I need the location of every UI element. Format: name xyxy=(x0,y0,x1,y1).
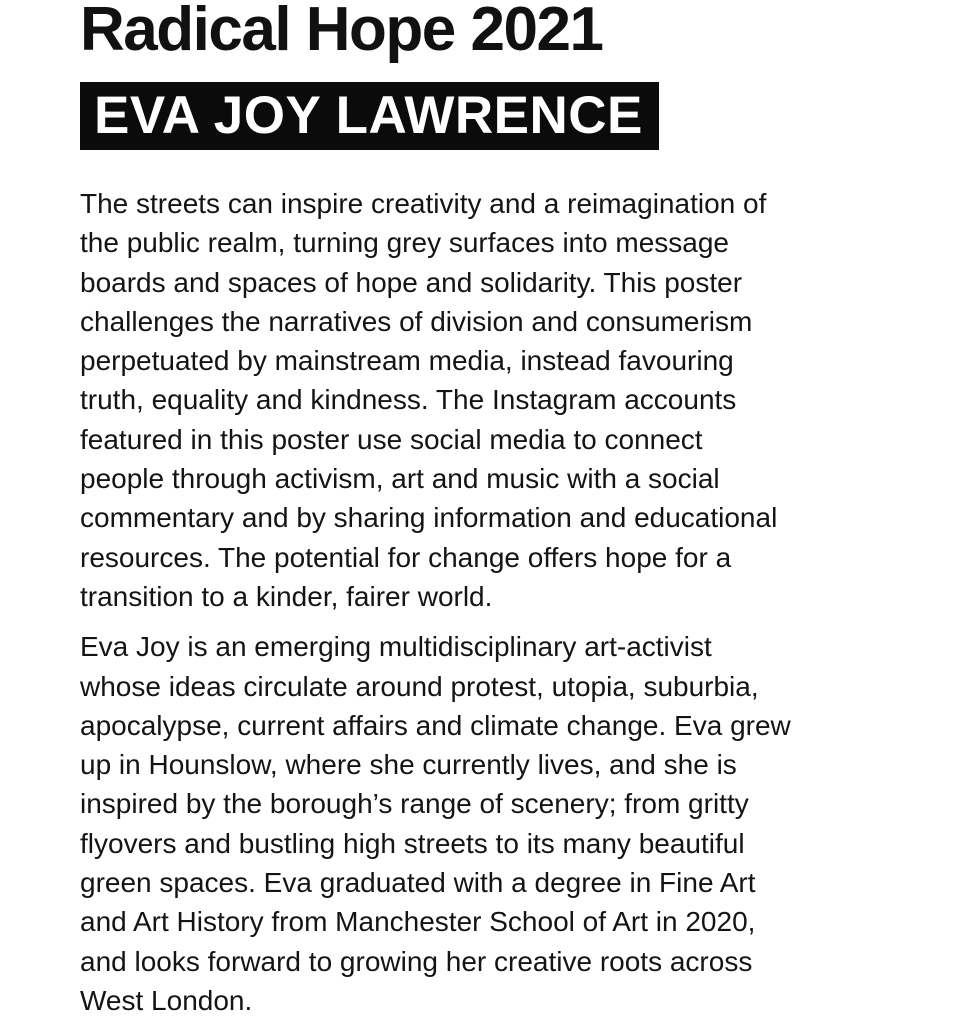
paragraph-line: transition to a kinder, fairer world. xyxy=(80,580,493,612)
paragraph-line: apocalypse, current affairs and climate change. Eva grew xyxy=(80,709,791,741)
page-title: Radical Hope 2021 xyxy=(80,0,603,64)
paragraph-line: featured in this poster use social media to connect xyxy=(80,423,703,455)
paragraph-line: commentary and by sharing information and educational xyxy=(80,502,778,534)
paragraph-line: boards and spaces of hope and solidarity. This poster xyxy=(80,266,743,298)
paragraph-line: the public realm, turning grey surfaces into message xyxy=(80,227,729,259)
paragraph-line: The streets can inspire creativity and a reimagination of xyxy=(80,188,767,219)
paragraph-line: Eva Joy is an emerging multidisciplinary art-activist xyxy=(80,631,712,663)
artist-name-banner xyxy=(80,82,659,150)
paragraph-line: up in Hounslow, where she currently lives, and she is xyxy=(80,749,737,781)
statement-paragraph xyxy=(80,184,900,616)
paragraph-line: challenges the narratives of division and consumerism xyxy=(80,305,753,337)
paragraph-line: truth, equality and kindness. The Instagram accounts xyxy=(80,384,737,416)
paragraph-line: inspired by the borough’s range of scenery; from gritty xyxy=(80,788,749,820)
paragraph-line: people through activism, art and music with a social xyxy=(80,463,720,495)
paragraph-line: and looks forward to growing her creative roots across xyxy=(80,945,753,977)
bio-paragraph xyxy=(80,627,900,1020)
paragraph-line: and Art History from Manchester School of Art in 2020, xyxy=(80,906,756,938)
paragraph-line: green spaces. Eva graduated with a degree in Fine Art xyxy=(80,867,756,899)
paragraph-line: West London. xyxy=(80,984,253,1016)
body-text xyxy=(80,184,900,1020)
artist-name: EVA JOY LAWRENCE xyxy=(94,86,643,145)
paragraph-line: perpetuated by mainstream media, instead favouring xyxy=(80,345,734,377)
paragraph-line: flyovers and bustling high streets to its many beautiful xyxy=(80,827,745,859)
paragraph-line: whose ideas circulate around protest, utopia, suburbia, xyxy=(80,670,759,702)
paragraph-line: resources. The potential for change offers hope for a xyxy=(80,541,732,573)
